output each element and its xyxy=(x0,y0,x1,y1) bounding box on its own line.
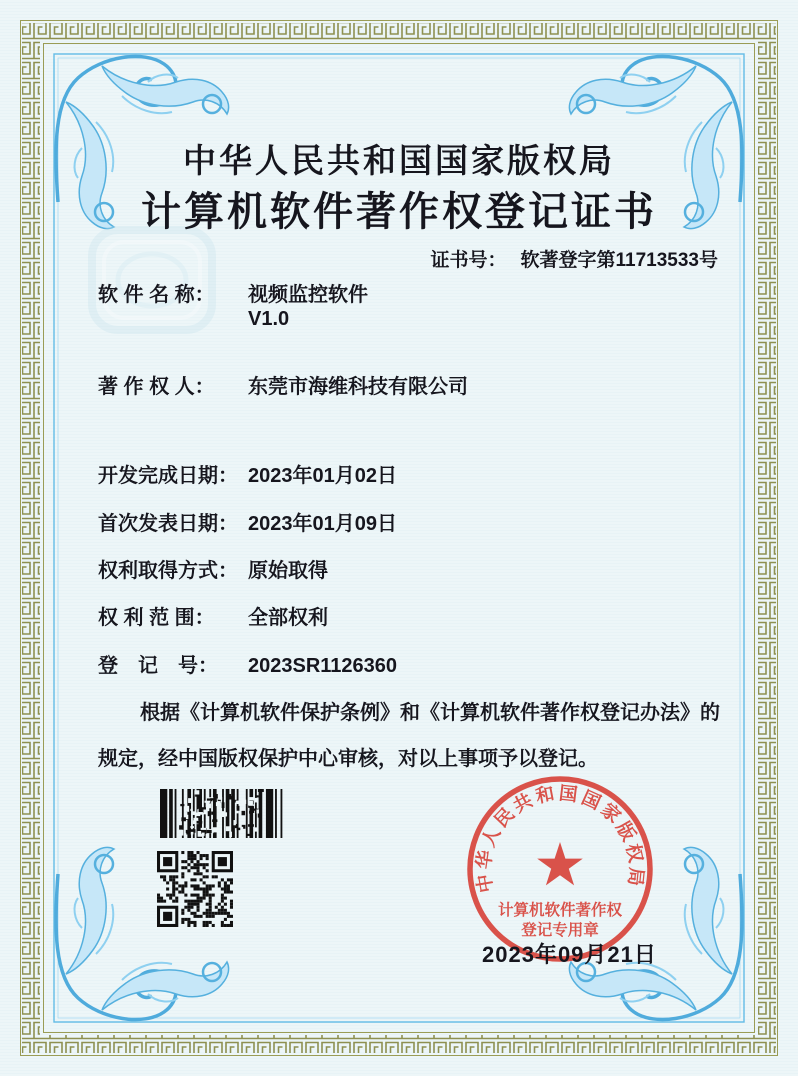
certificate-number-value: 软著登字第11713533号 xyxy=(520,250,718,271)
field-value: 全部权利 xyxy=(248,607,328,629)
qr-code-image xyxy=(157,851,233,927)
field-value: 东莞市海维科技有限公司 xyxy=(248,376,468,398)
field-value: 视频监控软件 xyxy=(248,284,368,306)
software-version: V1.0 xyxy=(248,308,290,330)
field-row-rights-acquisition xyxy=(98,554,328,583)
field-value: 2023SR1126360 xyxy=(248,655,398,677)
barcode-image xyxy=(160,789,286,838)
seal-line1: 计算机软件著作权 xyxy=(497,902,623,919)
statement-line-2: 规定，经中国版权保护中心审核，对以上事项予以登记。 xyxy=(98,748,598,770)
statement-line-1: 根据《计算机软件保护条例》和《计算机软件著作权登记办法》的 xyxy=(140,702,720,724)
certificate-number-label: 证书号： xyxy=(430,250,507,271)
field-row-dev-complete-date xyxy=(98,459,397,488)
field-row-registration-number xyxy=(98,649,397,678)
field-row-software-name xyxy=(98,278,368,307)
seal-line2: 登记专用章 xyxy=(521,922,599,939)
field-label: 首次发表日期： xyxy=(98,513,238,535)
field-row-first-publish-date xyxy=(98,507,397,536)
field-label: 权 利 范 围： xyxy=(98,607,215,629)
field-value: 2023年01月09日 xyxy=(248,513,397,535)
field-value: 原始取得 xyxy=(248,560,328,582)
svg-text:中华人民共和国国家版权局 xyxy=(472,782,647,894)
field-label: 著 作 权 人： xyxy=(98,376,215,398)
certificate-title: 计算机软件著作权登记证书 xyxy=(141,189,657,234)
field-label: 开发完成日期： xyxy=(98,465,238,487)
seal-star-icon xyxy=(537,842,583,885)
field-label: 软 件 名 称： xyxy=(98,284,215,306)
field-label: 登 记 号： xyxy=(98,655,218,677)
field-row-rights-scope xyxy=(98,601,328,630)
field-label: 权利取得方式： xyxy=(98,560,238,582)
authority-title: 中华人民共和国国家版权局 xyxy=(183,144,615,180)
issue-date: 2023年09月21日 xyxy=(482,942,657,967)
seal-ring-text: 中华人民共和国国家版权局 xyxy=(472,782,648,895)
certificate-number-line xyxy=(430,245,718,272)
field-row-copyright-owner xyxy=(98,370,468,399)
field-value: 2023年01月02日 xyxy=(248,465,397,487)
